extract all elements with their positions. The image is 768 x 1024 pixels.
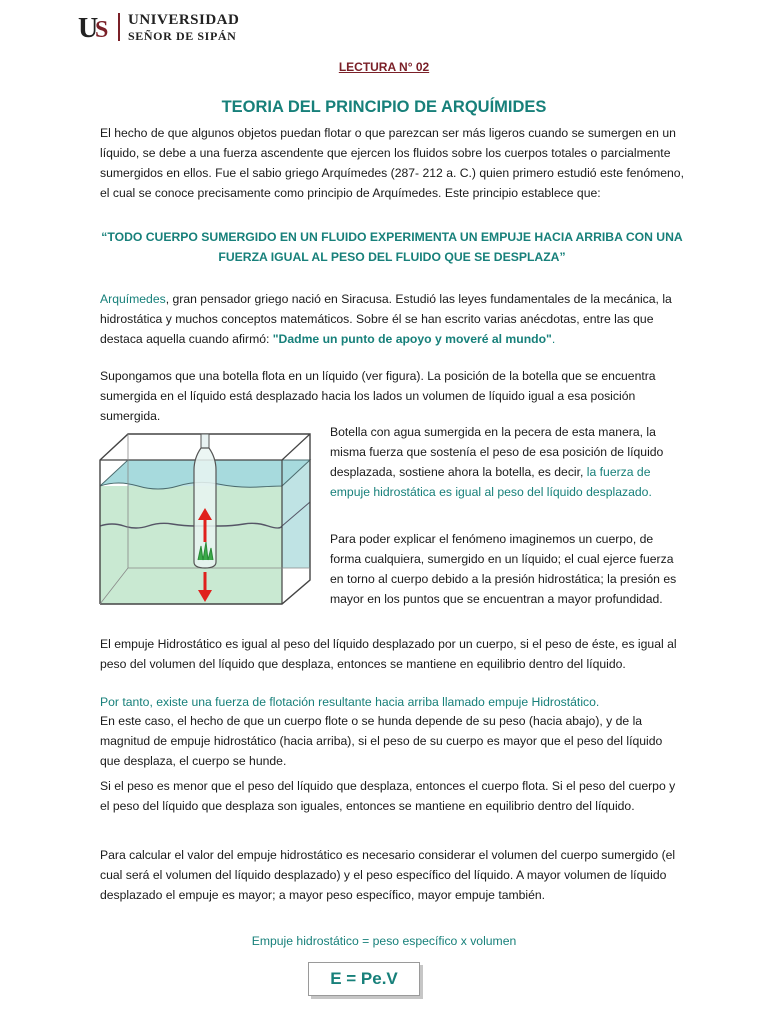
- page-title: TEORIA DEL PRINCIPIO DE ARQUÍMIDES: [221, 98, 547, 116]
- university-name-line1: UNIVERSIDAD: [128, 11, 240, 28]
- aquarium-bottle-illustration: [98, 430, 312, 610]
- svg-text:S: S: [95, 17, 109, 42]
- formula-box: [308, 962, 420, 996]
- formula-text: E = Pe.V: [330, 969, 398, 988]
- aquarium-figure: [98, 430, 312, 610]
- archimedes-quote: "Dadme un punto de apoyo y moveré al mundo": [272, 332, 552, 346]
- archimedes-text: , gran pensador griego nació en Siracusa. Estudió las leyes fundamentales de la mecánica, la hidrostática y muchos conceptos matemáticos. Sobre él se han escrito varias anécdotas, entre las que destaca aquella cuando afirmó:: [100, 292, 672, 346]
- university-name: [128, 13, 239, 42]
- principle-quote: “TODO CUERPO SUMERGIDO EN UN FLUIDO EXPERIMENTA UN EMPUJE HACIA ARRIBA CON UNA FUERZA IGUAL AL PESO DEL FLUIDO QUE SE DESPLAZA”: [101, 230, 683, 264]
- logo-divider: [118, 13, 120, 41]
- case-paragraph: En este caso, el hecho de que un cuerpo flote o se hunda depende de su peso (hacia abajo), y de la magnitud de empuje hidrostático (hacia arriba), si el peso de su cuerpo es mayor que el peso del líquido que desplaza, el cuerpo se hunde.: [100, 714, 663, 768]
- lecture-number: LECTURA N° 02: [338, 60, 430, 74]
- conclusion-paragraph: Por tanto, existe una fuerza de flotación resultante hacia arriba llamado empuje Hidrostático.: [100, 695, 600, 709]
- university-name-line2: SEÑOR DE SIPÁN: [128, 28, 237, 43]
- pressure-paragraph: Para poder explicar el fenómeno imaginemos un cuerpo, de forma cualquiera, sumergido en un líquido; el cual ejerce fuerza en torno al cuerpo debido a la presión hidrostática; la presión es mayor en los puntos que se encuentran a mayor profundidad.: [330, 532, 677, 606]
- bottle-explanation-text: Botella con agua sumergida en la pecera de esta manera, la misma fuerza que sostenía el peso de esa posición de líquido desplazada, sostiene ahora la botella, es decir,: [330, 425, 664, 479]
- float-paragraph: Si el peso es menor que el peso del líquido que desplaza, entonces el cuerpo flota. Si el peso del cuerpo y el peso del líquido que desplaza son iguales, entonces se mantiene en equilibrio dentro del líquido.: [100, 779, 676, 813]
- empuje-paragraph: El empuje Hidrostático es igual al peso del líquido desplazado por un cuerpo, si el peso de éste, es igual al peso del volumen del líquido que desplaza, entonces se mantiene en equilibrio dentro del líquido.: [100, 637, 677, 671]
- formula-label: Empuje hidrostático = peso específico x volumen: [251, 934, 517, 948]
- bottle-intro-paragraph: Supongamos que una botella flota en un líquido (ver figura). La posición de la botella que se encuentra sumergida en el líquido está desplazado hacia los lados un volumen de líquido igual a esa posición sumergida.: [100, 369, 656, 423]
- bottle-explanation: [330, 422, 684, 502]
- svg-text:U: U: [78, 13, 99, 42]
- archimedes-name: Arquímedes: [100, 292, 166, 306]
- archimedes-end: .: [551, 332, 556, 346]
- intro-paragraph: El hecho de que algunos objetos puedan flotar o que parezcan ser más ligeros cuando se sumergen en un líquido, se debe a una fuerza ascendente que ejercen los fluidos sobre los cuerpos totales o parcialmente sumergidos en ellos. Fue el sabio griego Arquímedes (287- 212 a. C.) quien primero estudió este fenómeno, el cual se conoce precisamente como principio de Arquímedes. Este principio establece que:: [100, 126, 684, 200]
- bottle-explanation-highlight: la fuerza de empuje hidrostática es igual al peso del líquido desplazado.: [330, 465, 652, 499]
- university-logo-icon: [78, 12, 112, 42]
- calculation-paragraph: Para calcular el valor del empuje hidrostático es necesario considerar el volumen del cuerpo sumergido (el cual será el volumen del líquido desplazado) y el peso específico del líquido. A mayor volumen de líquido desplazado el empuje es mayor; a mayor peso específico, mayor empuje también.: [100, 848, 676, 902]
- header: [78, 12, 239, 42]
- archimedes-paragraph: [100, 289, 684, 349]
